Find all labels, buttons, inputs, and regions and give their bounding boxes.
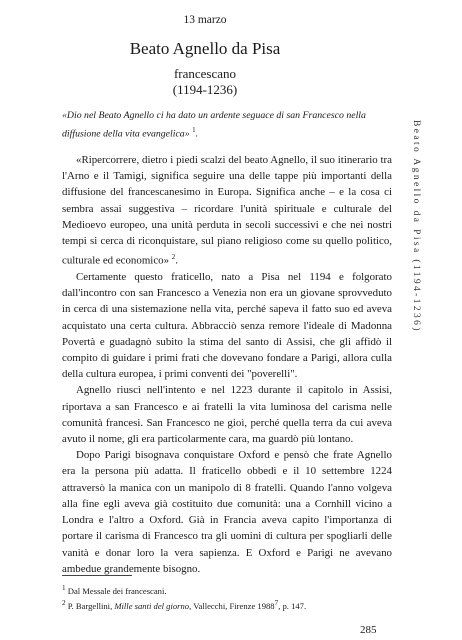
- footnote-1: $^1$ Dal Messale dei francescani.: [62, 584, 167, 596]
- footnotes: [62, 582, 402, 612]
- footnote-2: $^2$ P. Bargellini, Mille santi del giorno, Vallecchi, Firenze 1988$^7$, p. 147.: [62, 598, 307, 611]
- paragraph: «Ripercorrere, dietro i piedi scalzi del beato Agnello, il suo itinerario tra l'Arno e il Tamigi, significa seguire una delle tappe più importanti della diffusione del francescanesimo in Europa. Significa anche – e la cosa ci sembra assai suggestiva – ricordare l'unità spirituale e culturale del Medioevo europeo, una unità perduta in secoli successivi e che nei nostri tempi si cerca di riconquistare, sul piano religioso come su quello politico, culturale ed economico» $^2$.: [62, 154, 392, 267]
- paragraph: Dopo Parigi bisognava conquistare Oxford e pensò che frate Agnello era la persona più adatta. Il fraticello obbedì e il 10 settembre 1224 attraversò la manica con un manipolo di 8 fratelli. Quando l'anno volgeva alla fine egli aveva già costituito due comunità: una a Cornhill vicino a Londra e l'altro a Oxford. Già in Francia aveva capito l'importanza di portare il carisma di Francesco tra gli uomini di cultura per spogliarli delle vanità e donar loro la vera sapienza. E Oxford e Parigi ne avevano ambedue grandemente bisogno.: [62, 449, 392, 575]
- body-text: [62, 152, 392, 577]
- paragraph: Agnello riuscì nell'intento e nel 1223 durante il capitolo in Assisi, riportava a san Francesco e ai fratelli la vita luminosa del carisma nelle comunità francesi. San Francesco ne gioì, perché quella terra da cui aveva avuto il nome, gli era particolarmente cara, ma guardò più lontano.: [62, 384, 392, 446]
- paragraph-text: «Ripercorrere, dietro i piedi scalzi del beato Agnello, il suo itinerario tra l'Arno e il Tamigi, significa seguire una delle tappe più importanti della diffusione del francescanesimo in Europa. Significa anche – e la cosa ci sembra assai suggestiva – ricordare l'unità spirituale e culturale del Medioevo europeo, una unità perduta in secoli successivi e che nei nostri tempi si cerca di riconquistare, sul piano religioso come su quello politico, culturale ed economico»: [62, 154, 392, 267]
- subtitle-years: (1194-1236): [172, 82, 238, 97]
- paragraph: Certamente questo fraticello, nato a Pisa nel 1194 e folgorato dall'incontro con san Francesco a Venezia non era un giovane sprovveduto in cerca di una sistemazione nella vita, perché sapeva il fatto suo ed aveva acquistato una certa cultura. Abbracciò senza remore l'ideale di Madonna Povertà e guadagnò subito la stima del santo di Assisi, che gli affidò il compito di guidare i primi frati che dovevano fondare a Parigi, allora culla della cultura europea, i primi conventi dei "poverelli".: [62, 271, 392, 381]
- side-running-head: Beato Agnello da Pisa (1194-1236): [411, 120, 421, 333]
- date-heading: 13 marzo: [183, 14, 227, 26]
- footnotes-rule: [62, 575, 132, 576]
- page-number: 285: [360, 624, 377, 636]
- subtitle: [0, 66, 410, 98]
- footnote-ref-2: 2: [171, 253, 176, 262]
- epigraph-text: «Dio nel Beato Agnello ci ha dato un ardente seguace di san Francesco nella diffusione della vita evangelica»: [62, 110, 366, 140]
- subtitle-order: francescano: [173, 66, 237, 81]
- saint-title: Beato Agnello da Pisa: [129, 39, 281, 58]
- epigraph: «Dio nel Beato Agnello ci ha dato un ardente seguace di san Francesco nella diffusione della vita evangelica» $^1$.: [62, 110, 366, 140]
- book-title: Mille santi del giorno: [114, 600, 190, 611]
- footnote-ref-1: 1: [192, 126, 196, 134]
